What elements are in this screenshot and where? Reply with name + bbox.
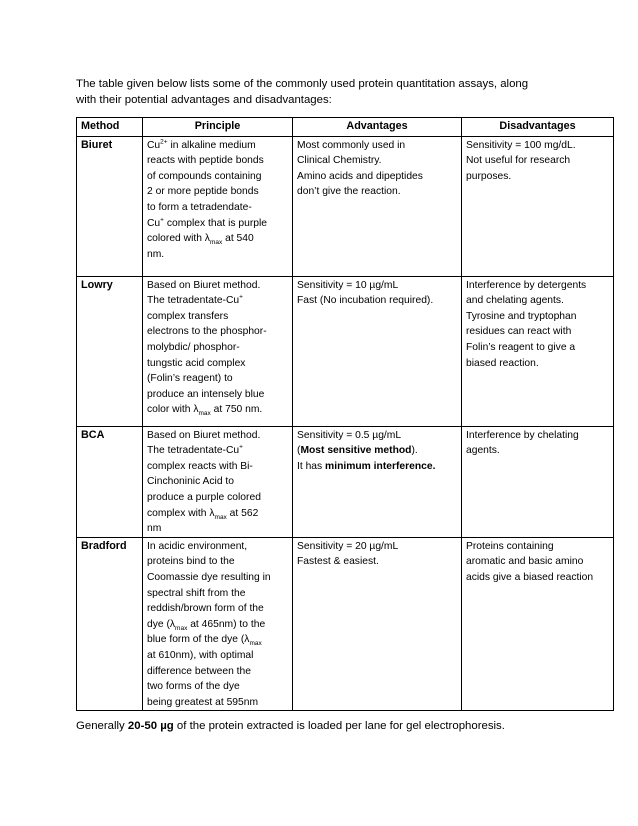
cell-line: Folin’s reagent to give a (466, 341, 576, 353)
cell-line: nm (147, 523, 162, 535)
cell-line: reddish/brown form of the (147, 603, 264, 615)
disadvantages-cell (462, 426, 614, 537)
advantages-cell (293, 276, 462, 426)
principle-cell (143, 426, 293, 537)
table-row (77, 426, 614, 537)
disadvantages-cell (462, 276, 614, 426)
header-disadvantages: Disadvantages (462, 118, 614, 137)
cell-line: Interference by detergents (466, 279, 587, 291)
method-cell: Lowry (77, 276, 143, 426)
cell-line: acids give a biased reaction (466, 571, 594, 583)
advantages-cell (293, 426, 462, 537)
cell-line: tungstic acid complex (147, 357, 246, 369)
disadvantages-cell (462, 136, 614, 276)
cell-line: proteins bind to the (147, 556, 235, 568)
advantages-cell (293, 537, 462, 711)
method-cell: Bradford (77, 537, 143, 711)
table-row (77, 537, 614, 711)
cell-line: produce an intensely blue (147, 388, 265, 400)
cell-line: spectral shift from the (147, 587, 246, 599)
cell-line: at 610nm), with optimal (147, 649, 254, 661)
cell-line: blue form of the dye ($\lambda_{max}$ (147, 634, 262, 648)
cell-line: It has minimum interference. (297, 460, 436, 472)
principle-cell (143, 276, 293, 426)
cell-line: to form a tetradendate- (147, 201, 252, 213)
header-advantages: Advantages (293, 118, 462, 137)
cell-line: Sensitivity = 20 µg/mL (297, 540, 399, 552)
cell-line: reacts with peptide bonds (147, 155, 264, 167)
cell-line: biased reaction. (466, 357, 539, 369)
cell-line: molybdic/ phosphor- (147, 341, 240, 353)
cell-line: Fast (No incubation required). (297, 295, 434, 307)
assay-table (76, 117, 614, 711)
cell-line: Tyrosine and tryptophan (466, 310, 577, 322)
cell-line: produce a purple colored (147, 491, 261, 503)
outro-paragraph: Generally 20-50 µg of the protein extracted is loaded per lane for gel electrophoresis. (76, 720, 505, 732)
method-cell: BCA (77, 426, 143, 537)
intro-line: The table given below lists some of the commonly used protein quantitation assays, along (76, 78, 529, 90)
cell-line: purposes. (466, 170, 512, 182)
cell-line: of compounds containing (147, 170, 262, 182)
cell-line: dye ($\lambda_{max}$ at 465nm) to the (147, 618, 266, 632)
cell-line: two forms of the dye (147, 681, 240, 693)
cell-line: The tetradentate-Cu+ (147, 443, 243, 457)
cell-line: agents. (466, 445, 500, 457)
cell-line: complex reacts with Bi- (147, 460, 253, 472)
cell-line: Fastest & easiest. (297, 556, 379, 568)
cell-line: (Most sensitive method). (297, 445, 418, 457)
cell-line: and chelating agents. (466, 295, 564, 307)
cell-line: colored with $\lambda_{max}$ at 540 (147, 233, 254, 247)
cell-line: don’t give the reaction. (297, 186, 401, 198)
cell-line: Sensitivity = 10 µg/mL (297, 279, 399, 291)
cell-line: electrons to the phosphor- (147, 326, 267, 338)
cell-line: Not useful for research (466, 155, 571, 167)
cell-line: color with $\lambda_{max}$ at 750 nm. (147, 404, 263, 418)
cell-line: 2 or more peptide bonds (147, 186, 259, 198)
cell-line: The tetradentate-Cu+ (147, 293, 243, 307)
cell-line: Sensitivity = 100 mg/dL. (466, 139, 576, 151)
cell-line: difference between the (147, 665, 251, 677)
disadvantages-cell (462, 537, 614, 711)
principle-cell (143, 136, 293, 276)
cell-line: residues can react with (466, 326, 572, 338)
principle-cell (143, 537, 293, 711)
cell-line: Cinchoninic Acid to (147, 476, 235, 488)
cell-line: complex with $\lambda_{max}$ at 562 (147, 507, 259, 521)
cell-line: Coomassie dye resulting in (147, 571, 271, 583)
cell-line: nm. (147, 248, 165, 260)
intro-line: with their potential advantages and disadvantages: (76, 94, 332, 106)
table-header-row (77, 118, 614, 137)
header-principle: Principle (143, 118, 293, 137)
cell-line: In acidic environment, (147, 540, 248, 552)
cell-line: Interference by chelating (466, 429, 579, 441)
table-row (77, 276, 614, 426)
cell-line: complex transfers (147, 310, 229, 322)
cell-line: Based on Biuret method. (147, 429, 261, 441)
cell-line: Clinical Chemistry. (297, 155, 382, 167)
table-row (77, 136, 614, 276)
cell-line: Proteins containing (466, 540, 554, 552)
cell-line: aromatic and basic amino (466, 556, 584, 568)
cell-line: Amino acids and dipeptides (297, 170, 423, 182)
cell-line: (Folin’s reagent) to (147, 373, 233, 385)
cell-line: $Cu^{2+}$ in alkaline medium (147, 138, 256, 151)
advantages-cell (293, 136, 462, 276)
cell-line: Based on Biuret method. (147, 279, 261, 291)
header-method: Method (77, 118, 143, 137)
cell-line: Cu+ complex that is purple (147, 216, 267, 229)
loading-amount: 20-50 µg (127, 720, 174, 732)
intro-paragraph (76, 76, 576, 108)
method-cell: Biuret (77, 136, 143, 276)
cell-line: Most commonly used in (297, 139, 406, 151)
cell-line: Sensitivity = 0.5 µg/mL (297, 429, 402, 441)
cell-line: being greatest at 595nm (147, 696, 259, 708)
